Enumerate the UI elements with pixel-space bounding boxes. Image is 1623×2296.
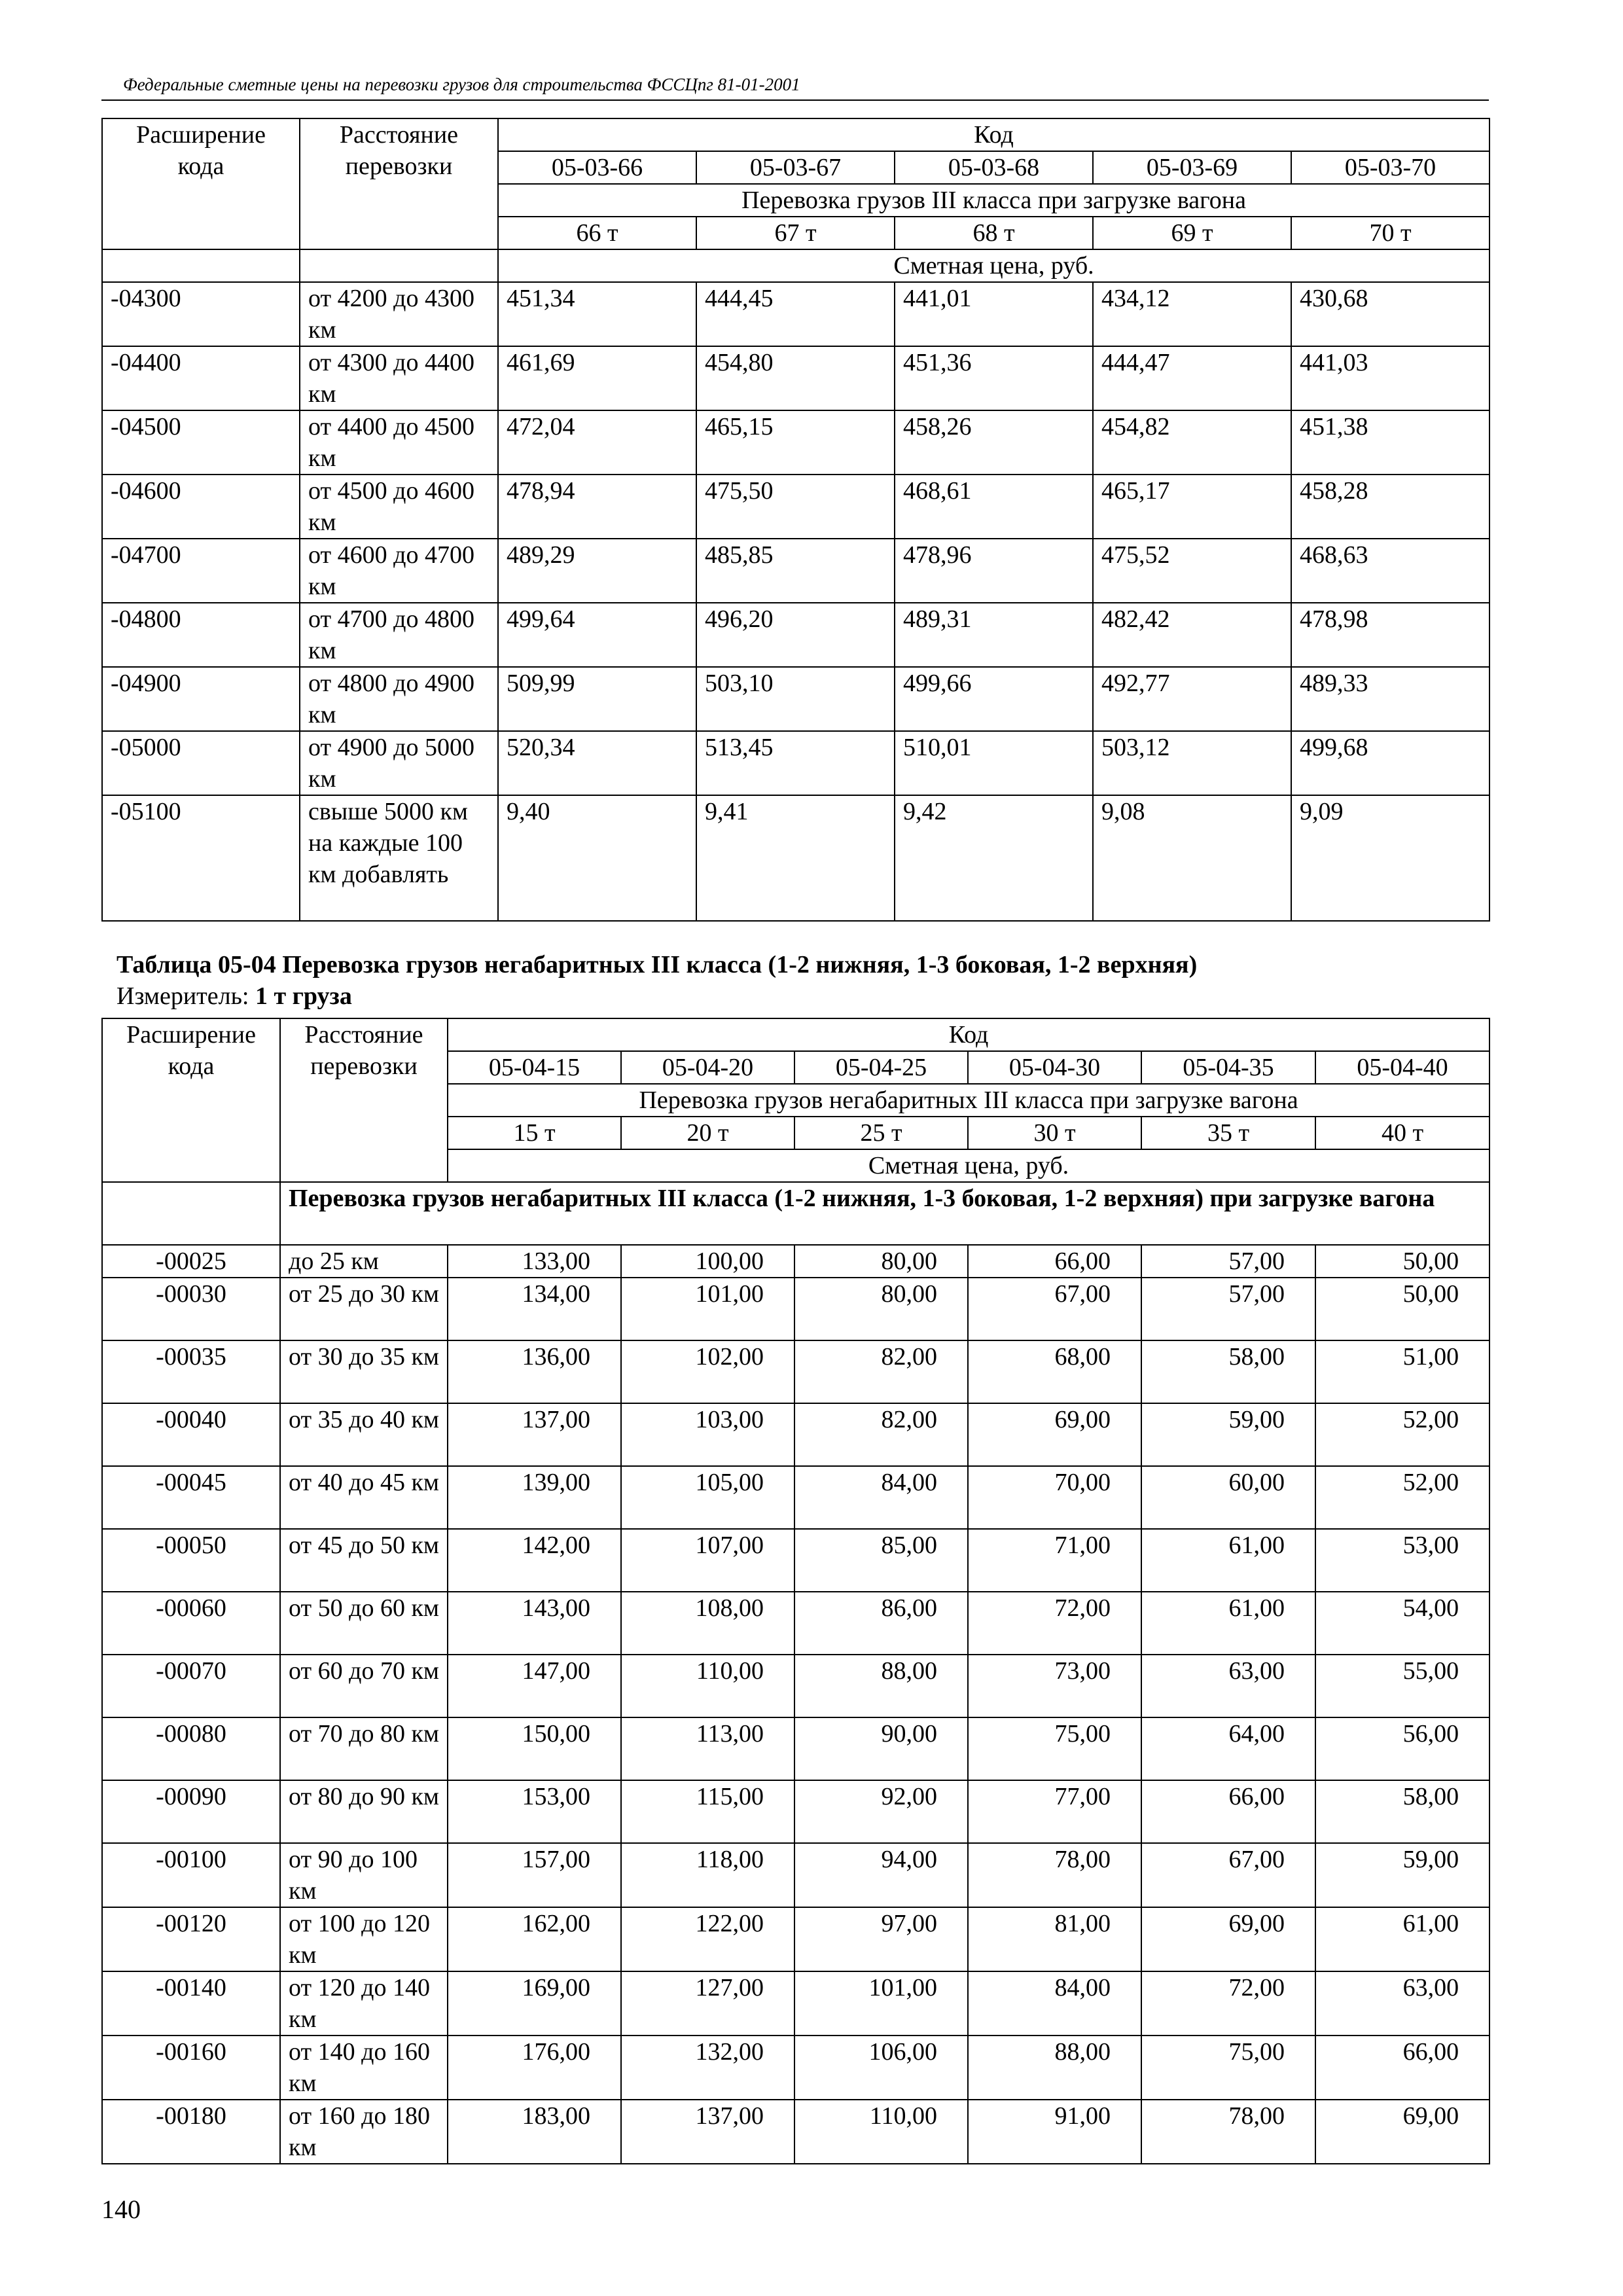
price-cell: 489,31: [895, 603, 1093, 667]
price-cell: 52,00: [1315, 1403, 1489, 1466]
price-cell: 63,00: [1141, 1655, 1315, 1717]
extension-code-cell: -00045: [102, 1466, 280, 1529]
price-cell: 451,38: [1291, 410, 1489, 475]
code-cell: 05-03-70: [1291, 151, 1489, 184]
price-cell: 468,61: [895, 475, 1093, 539]
price-cell: 91,00: [968, 2100, 1141, 2164]
table-row: [102, 795, 1489, 921]
distance-cell: от 4900 до 5000 км: [300, 731, 498, 795]
price-cell: 137,00: [448, 1403, 621, 1466]
price-cell: 101,00: [621, 1278, 794, 1340]
price-cell: 80,00: [794, 1245, 968, 1278]
load-cell: 35 т: [1141, 1117, 1315, 1149]
price-cell: 458,28: [1291, 475, 1489, 539]
price-cell: 113,00: [621, 1717, 794, 1780]
table-row: [102, 2036, 1489, 2100]
price-cell: 69,00: [1315, 2100, 1489, 2164]
code-cell: 05-04-30: [968, 1051, 1141, 1084]
load-cell: 69 т: [1093, 217, 1291, 249]
col-header-distance: Расстояние перевозки: [300, 118, 498, 249]
price-cell: 520,34: [498, 731, 696, 795]
price-cell: 454,80: [696, 346, 895, 410]
price-cell: 72,00: [1141, 1971, 1315, 2036]
distance-cell: от 50 до 60 км: [280, 1592, 448, 1655]
price-cell: 127,00: [621, 1971, 794, 2036]
price-cell: 162,00: [448, 1907, 621, 1971]
price-cell: 59,00: [1315, 1843, 1489, 1907]
price-cell: 122,00: [621, 1907, 794, 1971]
meter-line: [116, 980, 352, 1012]
extension-code-cell: -00050: [102, 1529, 280, 1592]
running-header: Федеральные сметные цены на перевозки грузов для строительства ФССЦпг 81-01-2001: [123, 75, 800, 94]
distance-cell: от 60 до 70 км: [280, 1655, 448, 1717]
price-cell: 90,00: [794, 1717, 968, 1780]
load-cell: 20 т: [621, 1117, 794, 1149]
distance-cell: от 100 до 120 км: [280, 1907, 448, 1971]
price-cell: 73,00: [968, 1655, 1141, 1717]
distance-cell: от 4300 до 4400 км: [300, 346, 498, 410]
table-row: [102, 539, 1489, 603]
price-cell: 482,42: [1093, 603, 1291, 667]
meter-label: Измеритель:: [116, 982, 255, 1010]
code-cell: 05-04-25: [794, 1051, 968, 1084]
price-cell: 441,01: [895, 282, 1093, 346]
extension-code-cell: -00070: [102, 1655, 280, 1717]
price-cell: 92,00: [794, 1780, 968, 1843]
price-cell: 64,00: [1141, 1717, 1315, 1780]
price-cell: 142,00: [448, 1529, 621, 1592]
distance-cell: от 4700 до 4800 км: [300, 603, 498, 667]
extension-code-cell: -05100: [102, 795, 300, 921]
price-cell: 110,00: [794, 2100, 968, 2164]
load-cell: 15 т: [448, 1117, 621, 1149]
price-cell: 55,00: [1315, 1655, 1489, 1717]
price-cell: 478,96: [895, 539, 1093, 603]
price-cell: 503,12: [1093, 731, 1291, 795]
price-cell: 63,00: [1315, 1971, 1489, 2036]
col-header-code: Код: [448, 1018, 1489, 1051]
code-cell: 05-03-69: [1093, 151, 1291, 184]
code-cell: 05-04-20: [621, 1051, 794, 1084]
price-cell: 478,94: [498, 475, 696, 539]
price-cell: 478,98: [1291, 603, 1489, 667]
price-cell: 75,00: [968, 1717, 1141, 1780]
price-cell: 58,00: [1315, 1780, 1489, 1843]
price-cell: 101,00: [794, 1971, 968, 2036]
distance-cell: от 45 до 50 км: [280, 1529, 448, 1592]
price-cell: 430,68: [1291, 282, 1489, 346]
price-label: Сметная цена, руб.: [448, 1149, 1489, 1182]
extension-code-cell: -04800: [102, 603, 300, 667]
col-header-extension: Расширение кода: [102, 118, 300, 249]
price-cell: 56,00: [1315, 1717, 1489, 1780]
load-cell: 30 т: [968, 1117, 1141, 1149]
price-cell: 475,52: [1093, 539, 1291, 603]
price-cell: 80,00: [794, 1278, 968, 1340]
price-cell: 100,00: [621, 1245, 794, 1278]
price-cell: 153,00: [448, 1780, 621, 1843]
extension-code-cell: -00040: [102, 1403, 280, 1466]
price-cell: 147,00: [448, 1655, 621, 1717]
extension-code-cell: -00120: [102, 1907, 280, 1971]
distance-cell: от 80 до 90 км: [280, 1780, 448, 1843]
price-cell: 60,00: [1141, 1466, 1315, 1529]
table-row: [102, 731, 1489, 795]
distance-cell: от 4600 до 4700 км: [300, 539, 498, 603]
price-cell: 85,00: [794, 1529, 968, 1592]
price-cell: 451,36: [895, 346, 1093, 410]
header-divider: [101, 99, 1489, 101]
price-cell: 88,00: [968, 2036, 1141, 2100]
price-cell: 66,00: [1315, 2036, 1489, 2100]
price-cell: 88,00: [794, 1655, 968, 1717]
load-cell: 70 т: [1291, 217, 1489, 249]
price-cell: 9,41: [696, 795, 895, 921]
price-cell: 103,00: [621, 1403, 794, 1466]
price-cell: 78,00: [1141, 2100, 1315, 2164]
price-cell: 108,00: [621, 1592, 794, 1655]
distance-cell: от 70 до 80 км: [280, 1717, 448, 1780]
price-cell: 465,17: [1093, 475, 1291, 539]
table-row: [102, 1907, 1489, 1971]
table-row: [102, 282, 1489, 346]
table-row: [102, 475, 1489, 539]
price-cell: 513,45: [696, 731, 895, 795]
extension-code-cell: -00160: [102, 2036, 280, 2100]
table-row: [102, 410, 1489, 475]
price-cell: 94,00: [794, 1843, 968, 1907]
distance-cell: от 4400 до 4500 км: [300, 410, 498, 475]
price-cell: 499,66: [895, 667, 1093, 731]
price-cell: 510,01: [895, 731, 1093, 795]
price-cell: 496,20: [696, 603, 895, 667]
price-cell: 75,00: [1141, 2036, 1315, 2100]
extension-code-cell: -00080: [102, 1717, 280, 1780]
distance-cell: от 4500 до 4600 км: [300, 475, 498, 539]
price-cell: 454,82: [1093, 410, 1291, 475]
price-cell: 441,03: [1291, 346, 1489, 410]
extension-code-cell: -04900: [102, 667, 300, 731]
table-row: [102, 1403, 1489, 1466]
distance-cell: от 30 до 35 км: [280, 1340, 448, 1403]
code-cell: 05-03-68: [895, 151, 1093, 184]
table-row: [102, 1592, 1489, 1655]
distance-cell: от 140 до 160 км: [280, 2036, 448, 2100]
price-cell: 102,00: [621, 1340, 794, 1403]
price-cell: 110,00: [621, 1655, 794, 1717]
price-cell: 66,00: [1141, 1780, 1315, 1843]
price-cell: 434,12: [1093, 282, 1291, 346]
distance-cell: от 25 до 30 км: [280, 1278, 448, 1340]
price-cell: 61,00: [1141, 1592, 1315, 1655]
price-cell: 59,00: [1141, 1403, 1315, 1466]
table-row: [102, 1245, 1489, 1278]
price-cell: 176,00: [448, 2036, 621, 2100]
price-cell: 458,26: [895, 410, 1093, 475]
table-subtitle: Перевозка грузов негабаритных III класса при загрузке вагона: [448, 1084, 1489, 1117]
price-cell: 50,00: [1315, 1278, 1489, 1340]
price-cell: 61,00: [1141, 1529, 1315, 1592]
price-cell: 69,00: [1141, 1907, 1315, 1971]
price-cell: 53,00: [1315, 1529, 1489, 1592]
table-row: [102, 1340, 1489, 1403]
price-cell: 451,34: [498, 282, 696, 346]
price-cell: 78,00: [968, 1843, 1141, 1907]
price-cell: 132,00: [621, 2036, 794, 2100]
price-cell: 492,77: [1093, 667, 1291, 731]
price-cell: 97,00: [794, 1907, 968, 1971]
price-table-05-04: [101, 1018, 1490, 2164]
load-cell: 68 т: [895, 217, 1093, 249]
extension-code-cell: -00025: [102, 1245, 280, 1278]
price-cell: 133,00: [448, 1245, 621, 1278]
distance-cell: от 90 до 100 км: [280, 1843, 448, 1907]
table-row: [102, 1780, 1489, 1843]
price-cell: 118,00: [621, 1843, 794, 1907]
price-cell: 82,00: [794, 1340, 968, 1403]
code-cell: 05-03-67: [696, 151, 895, 184]
load-cell: 67 т: [696, 217, 895, 249]
extension-code-cell: -00140: [102, 1971, 280, 2036]
price-cell: 150,00: [448, 1717, 621, 1780]
price-cell: 444,47: [1093, 346, 1291, 410]
price-cell: 9,42: [895, 795, 1093, 921]
table-row: [102, 1717, 1489, 1780]
load-cell: 66 т: [498, 217, 696, 249]
price-cell: 106,00: [794, 2036, 968, 2100]
price-cell: 61,00: [1315, 1907, 1489, 1971]
price-cell: 115,00: [621, 1780, 794, 1843]
price-cell: 9,08: [1093, 795, 1291, 921]
price-table-05-03: [101, 118, 1490, 922]
table-caption: Таблица 05-04 Перевозка грузов негабаритных III класса (1-2 нижняя, 1-3 боковая, 1-2 верхняя): [116, 951, 1198, 978]
price-cell: 183,00: [448, 2100, 621, 2164]
table-row: [102, 1278, 1489, 1340]
col-header-code: Код: [498, 118, 1489, 151]
price-cell: 472,04: [498, 410, 696, 475]
price-cell: 67,00: [968, 1278, 1141, 1340]
price-cell: 70,00: [968, 1466, 1141, 1529]
price-cell: 137,00: [621, 2100, 794, 2164]
extension-code-cell: -00180: [102, 2100, 280, 2164]
distance-cell: до 25 км: [280, 1245, 448, 1278]
distance-cell: от 160 до 180 км: [280, 2100, 448, 2164]
section-heading: Перевозка грузов негабаритных III класса (1-2 нижняя, 1-3 боковая, 1-2 верхняя) при загрузке вагона: [280, 1182, 1489, 1245]
code-cell: 05-04-35: [1141, 1051, 1315, 1084]
price-cell: 136,00: [448, 1340, 621, 1403]
distance-cell: от 4200 до 4300 км: [300, 282, 498, 346]
price-cell: 157,00: [448, 1843, 621, 1907]
price-cell: 84,00: [968, 1971, 1141, 2036]
price-cell: 72,00: [968, 1592, 1141, 1655]
extension-code-cell: -05000: [102, 731, 300, 795]
distance-cell: от 120 до 140 км: [280, 1971, 448, 2036]
distance-cell: от 4800 до 4900 км: [300, 667, 498, 731]
distance-cell: от 35 до 40 км: [280, 1403, 448, 1466]
code-cell: 05-03-66: [498, 151, 696, 184]
price-cell: 465,15: [696, 410, 895, 475]
price-cell: 84,00: [794, 1466, 968, 1529]
price-cell: 468,63: [1291, 539, 1489, 603]
price-cell: 169,00: [448, 1971, 621, 2036]
price-cell: 50,00: [1315, 1245, 1489, 1278]
price-label: Сметная цена, руб.: [498, 249, 1489, 282]
distance-cell: от 40 до 45 км: [280, 1466, 448, 1529]
extension-code-cell: -00090: [102, 1780, 280, 1843]
price-cell: 9,40: [498, 795, 696, 921]
extension-code-cell: -04600: [102, 475, 300, 539]
col-header-extension: Расширение кода: [102, 1018, 280, 1182]
table-subtitle: Перевозка грузов III класса при загрузке вагона: [498, 184, 1489, 217]
table-row: [102, 1843, 1489, 1907]
extension-code-cell: -00100: [102, 1843, 280, 1907]
price-cell: 489,29: [498, 539, 696, 603]
price-cell: 51,00: [1315, 1340, 1489, 1403]
price-cell: 69,00: [968, 1403, 1141, 1466]
meter-value: 1 т груза: [255, 982, 352, 1010]
table-row: [102, 1655, 1489, 1717]
price-cell: 461,69: [498, 346, 696, 410]
price-cell: 134,00: [448, 1278, 621, 1340]
price-cell: 67,00: [1141, 1843, 1315, 1907]
price-cell: 489,33: [1291, 667, 1489, 731]
price-cell: 143,00: [448, 1592, 621, 1655]
price-cell: 503,10: [696, 667, 895, 731]
price-cell: 58,00: [1141, 1340, 1315, 1403]
price-cell: 54,00: [1315, 1592, 1489, 1655]
price-cell: 139,00: [448, 1466, 621, 1529]
price-cell: 509,99: [498, 667, 696, 731]
table-row: [102, 603, 1489, 667]
price-cell: 107,00: [621, 1529, 794, 1592]
price-cell: 499,64: [498, 603, 696, 667]
extension-code-cell: -04700: [102, 539, 300, 603]
code-cell: 05-04-15: [448, 1051, 621, 1084]
table-row: [102, 1466, 1489, 1529]
distance-cell: свыше 5000 км на каждые 100 км добавлять: [300, 795, 498, 921]
price-cell: 499,68: [1291, 731, 1489, 795]
price-cell: 105,00: [621, 1466, 794, 1529]
extension-code-cell: -04500: [102, 410, 300, 475]
extension-code-cell: -04300: [102, 282, 300, 346]
price-cell: 81,00: [968, 1907, 1141, 1971]
table-row: [102, 346, 1489, 410]
load-cell: 40 т: [1315, 1117, 1489, 1149]
price-cell: 77,00: [968, 1780, 1141, 1843]
extension-code-cell: -00030: [102, 1278, 280, 1340]
price-cell: 66,00: [968, 1245, 1141, 1278]
extension-code-cell: -04400: [102, 346, 300, 410]
table-row: [102, 2100, 1489, 2164]
load-cell: 25 т: [794, 1117, 968, 1149]
price-cell: 86,00: [794, 1592, 968, 1655]
price-cell: 57,00: [1141, 1245, 1315, 1278]
extension-code-cell: -00035: [102, 1340, 280, 1403]
price-cell: 485,85: [696, 539, 895, 603]
table-row: [102, 1529, 1489, 1592]
price-cell: 475,50: [696, 475, 895, 539]
extension-code-cell: -00060: [102, 1592, 280, 1655]
table-row: [102, 1971, 1489, 2036]
code-cell: 05-04-40: [1315, 1051, 1489, 1084]
page-number: 140: [101, 2195, 141, 2224]
price-cell: 57,00: [1141, 1278, 1315, 1340]
price-cell: 71,00: [968, 1529, 1141, 1592]
price-cell: 52,00: [1315, 1466, 1489, 1529]
price-cell: 82,00: [794, 1403, 968, 1466]
col-header-distance: Расстояние перевозки: [280, 1018, 448, 1182]
price-cell: 9,09: [1291, 795, 1489, 921]
table-row: [102, 667, 1489, 731]
price-cell: 68,00: [968, 1340, 1141, 1403]
price-cell: 444,45: [696, 282, 895, 346]
